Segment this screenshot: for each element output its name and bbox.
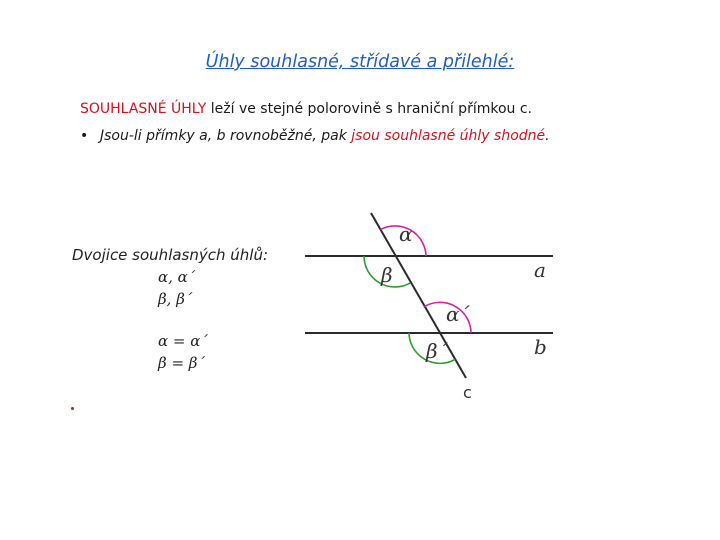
label-beta: β — [381, 263, 393, 287]
page-title: Úhly souhlasné, střídavé a přilehlé: — [205, 52, 515, 72]
label-line-c: c — [463, 383, 472, 402]
label-alpha: α — [399, 222, 413, 246]
definition-rest: leží ve stejné polorovině s hraniční přímkou c. — [206, 101, 532, 117]
label-line-a: a — [534, 258, 546, 282]
bullet-highlight: jsou souhlasné úhly shodné — [351, 128, 546, 144]
label-alpha-prime: α´ — [446, 302, 470, 326]
pair-beta: β, β´ — [158, 290, 193, 308]
bullet-symbol: • — [80, 128, 89, 144]
definition-term: SOUHLASNÉ ÚHLY — [80, 101, 207, 117]
pair-alpha: α, α´ — [158, 268, 196, 286]
label-line-b: b — [534, 335, 547, 359]
label-beta-prime: β´ — [426, 339, 448, 363]
pairs-heading: Dvojice souhlasných úhlů: — [72, 246, 269, 264]
bullet-suffix: . — [545, 128, 550, 144]
equation-alpha: α = α´ — [158, 332, 208, 350]
bullet-prefix: Jsou-li přímky a, b rovnoběžné, pak — [100, 128, 352, 144]
equation-beta: β = β´ — [158, 354, 205, 372]
